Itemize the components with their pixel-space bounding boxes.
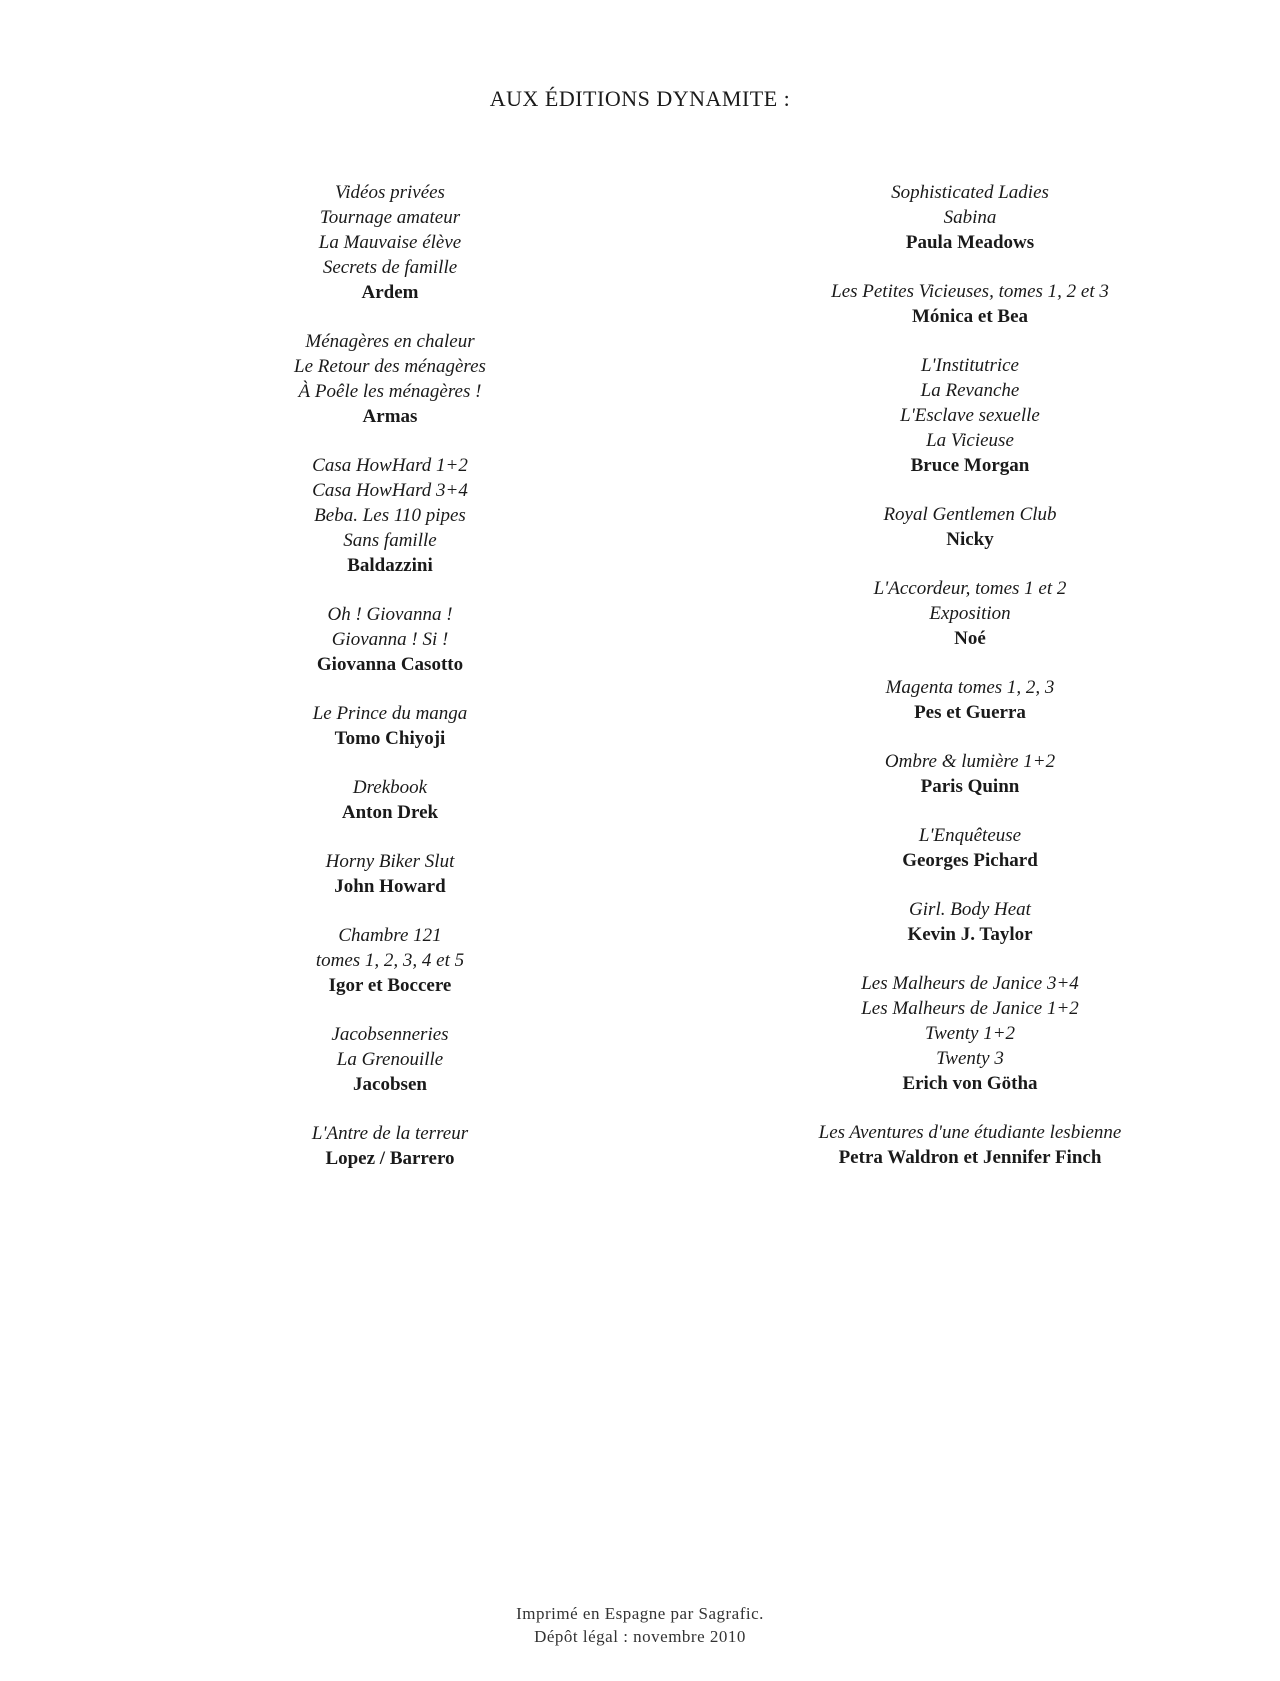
book-title: Royal Gentlemen Club <box>883 504 1057 525</box>
book-title: Casa HowHard 1+2 <box>312 455 468 476</box>
book-title: tomes 1, 2, 3, 4 et 5 <box>315 950 465 971</box>
book-entry <box>230 701 550 751</box>
book-entry <box>750 576 1190 651</box>
book-title: Jacobsenneries <box>331 1024 449 1045</box>
author-name: Erich von Götha <box>902 1073 1038 1094</box>
book-title: L'Institutrice <box>920 355 1019 376</box>
book-title: Twenty 3 <box>936 1048 1004 1069</box>
printer-line: Imprimé en Espagne par Sagrafic. <box>516 1604 764 1623</box>
book-title: L'Esclave sexuelle <box>900 405 1040 426</box>
book-entry <box>230 849 550 899</box>
author-name: Lopez / Barrero <box>325 1148 455 1169</box>
author-name: Noé <box>954 628 986 649</box>
book-title: Horny Biker Slut <box>325 851 455 872</box>
book-title: La Vicieuse <box>926 430 1014 451</box>
author-name: Anton Drek <box>341 802 439 823</box>
book-title: Secrets de famille <box>322 257 458 278</box>
author-name: Paula Meadows <box>905 232 1035 253</box>
book-entry <box>230 1121 550 1171</box>
book-entry <box>230 453 550 578</box>
colophon <box>0 1602 1280 1648</box>
left-book-list <box>230 180 550 1195</box>
book-entry <box>750 971 1190 1096</box>
book-title: Twenty 1+2 <box>924 1023 1016 1044</box>
book-entry <box>750 180 1190 255</box>
author-name: John Howard <box>334 876 446 897</box>
book-title: L'Antre de la terreur <box>311 1123 469 1144</box>
book-title: La Revanche <box>920 380 1020 401</box>
book-title: Vidéos privées <box>335 182 445 203</box>
book-title: Le Prince du manga <box>312 703 468 724</box>
book-title: Les Malheurs de Janice 3+4 <box>861 973 1079 994</box>
book-title: La Mauvaise élève <box>318 232 462 253</box>
book-entry <box>750 1120 1190 1170</box>
book-title: Oh ! Giovanna ! <box>327 604 453 625</box>
book-entry <box>230 602 550 677</box>
book-title: Le Retour des ménagères <box>294 356 486 377</box>
book-title: Sans famille <box>343 530 437 551</box>
book-title: Ménagères en chaleur <box>305 331 475 352</box>
book-title: L'Enquêteuse <box>918 825 1022 846</box>
book-title: Giovanna ! Si ! <box>331 629 449 650</box>
book-title: Beba. Les 110 pipes <box>314 505 466 526</box>
book-entry <box>230 1022 550 1097</box>
author-name: Jacobsen <box>353 1074 427 1095</box>
book-entry <box>750 675 1190 725</box>
book-title: À Poêle les ménagères ! <box>298 381 482 402</box>
right-book-list <box>750 180 1190 1194</box>
author-name: Armas <box>362 406 418 427</box>
author-name: Georges Pichard <box>902 850 1038 871</box>
book-title: Les Malheurs de Janice 1+2 <box>861 998 1079 1019</box>
book-title: Drekbook <box>352 777 428 798</box>
author-name: Igor et Boccere <box>328 975 452 996</box>
author-name: Nicky <box>946 529 994 550</box>
book-entry <box>750 502 1190 552</box>
book-title: Ombre & lumière 1+2 <box>884 751 1056 772</box>
book-title: Girl. Body Heat <box>909 899 1031 920</box>
book-title: Chambre 121 <box>338 925 442 946</box>
book-title: Tournage amateur <box>319 207 461 228</box>
author-name: Baldazzini <box>347 555 433 576</box>
book-entry <box>750 353 1190 478</box>
book-entry <box>750 279 1190 329</box>
book-title: La Grenouille <box>336 1049 444 1070</box>
book-title: Sophisticated Ladies <box>891 182 1049 203</box>
author-name: Tomo Chiyoji <box>334 728 446 749</box>
author-name: Mónica et Bea <box>911 306 1029 327</box>
book-title: Magenta tomes 1, 2, 3 <box>885 677 1055 698</box>
book-entry <box>750 749 1190 799</box>
book-title: Les Petites Vicieuses, tomes 1, 2 et 3 <box>831 281 1109 302</box>
book-title: Les Aventures d'une étudiante lesbienne <box>818 1122 1122 1143</box>
author-name: Pes et Guerra <box>914 702 1026 723</box>
author-name: Kevin J. Taylor <box>907 924 1033 945</box>
legal-deposit-line: Dépôt légal : novembre 2010 <box>534 1627 746 1646</box>
book-title: L'Accordeur, tomes 1 et 2 <box>873 578 1067 599</box>
book-entry <box>230 180 550 305</box>
author-name: Petra Waldron et Jennifer Finch <box>838 1147 1102 1168</box>
book-entry <box>750 897 1190 947</box>
author-name: Giovanna Casotto <box>316 654 464 675</box>
book-entry <box>230 329 550 429</box>
author-name: Paris Quinn <box>920 776 1020 797</box>
book-entry <box>750 823 1190 873</box>
book-entry <box>230 775 550 825</box>
page-title: AUX ÉDITIONS DYNAMITE : <box>489 86 791 111</box>
author-name: Bruce Morgan <box>910 455 1030 476</box>
book-entry <box>230 923 550 998</box>
book-title: Casa HowHard 3+4 <box>312 480 468 501</box>
book-title: Exposition <box>929 603 1011 624</box>
author-name: Ardem <box>361 282 419 303</box>
book-title: Sabina <box>943 207 997 228</box>
